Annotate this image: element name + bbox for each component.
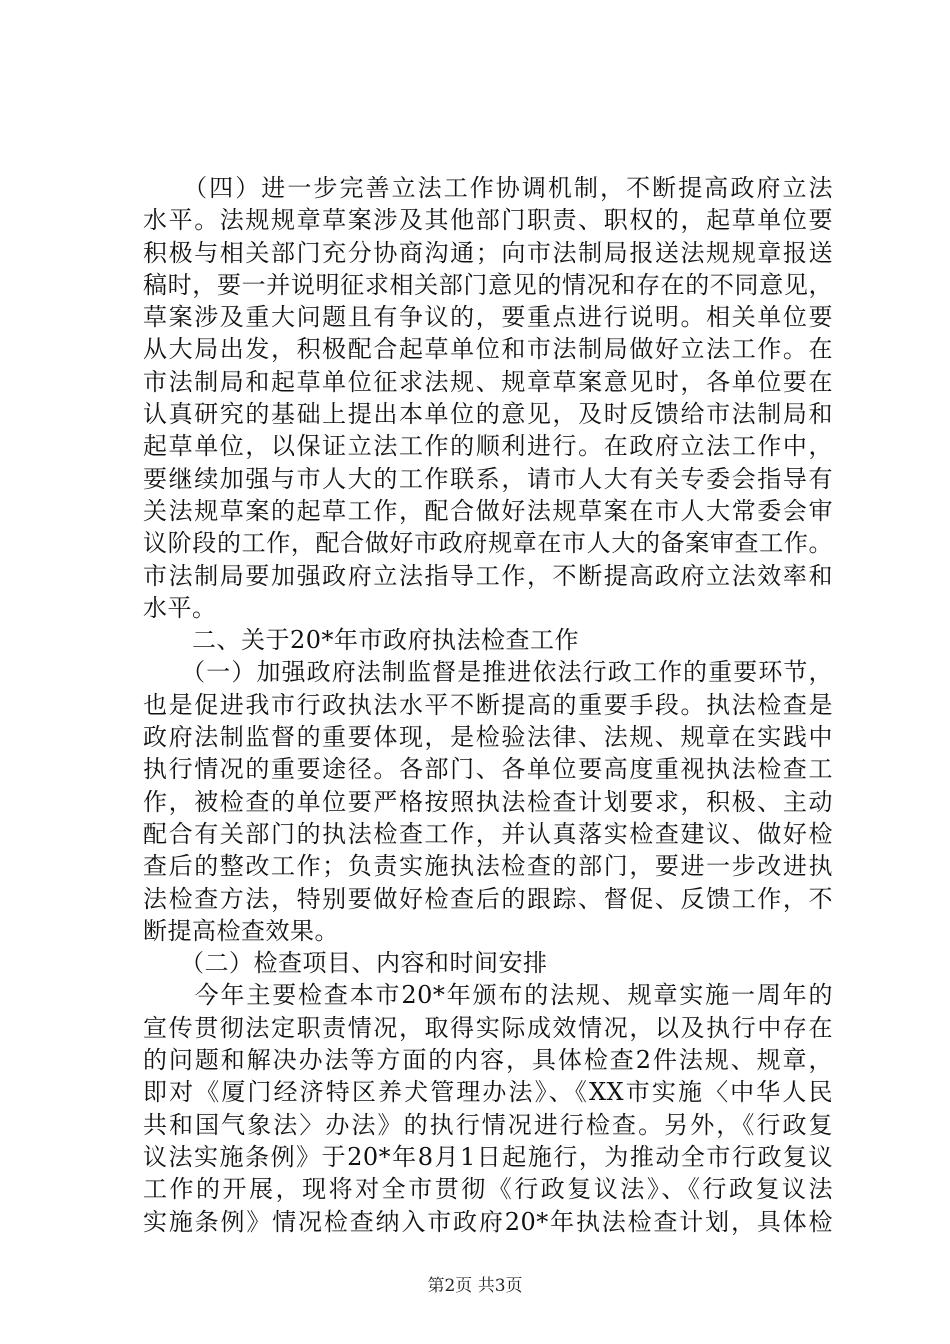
text-line: 认真研究的基础上提出本单位的意见，及时反馈给市法制局和 xyxy=(143,400,833,429)
text-line: （一）加强政府法制监督是推进依法行政工作的重要环节， xyxy=(143,658,833,687)
text-line: 实施条例》情况检查纳入市政府20*年执法检查计划，具体检 xyxy=(143,1207,833,1236)
text-line: 法检查方法，特别要做好检查后的跟踪、督促、反馈工作，不 xyxy=(143,884,833,913)
text-line: 配合有关部门的执法检查工作，并认真落实检查建议、做好检 xyxy=(143,819,833,848)
text-line: 议阶段的工作，配合做好市政府规章在市人大的备案审查工作。 xyxy=(143,529,833,558)
text-line: （四）进一步完善立法工作协调机制，不断提高政府立法 xyxy=(143,174,833,202)
text-line: 断提高检查效果。 xyxy=(143,916,339,945)
text-line: 积极与相关部门充分协商沟通；向市法制局报送法规规章报送 xyxy=(143,238,833,267)
page-footer: 第2页 共3页 xyxy=(427,1276,523,1296)
text-line: 从大局出发，积极配合起草单位和市法制局做好立法工作。在 xyxy=(143,335,833,364)
text-line: 作，被检查的单位要严格按照执法检查计划要求，积极、主动 xyxy=(143,787,833,816)
text-line: 二、关于20*年市政府执法检查工作 xyxy=(143,626,580,655)
text-line: 议法实施条例》于20*年8月1日起施行，为推动全市行政复议 xyxy=(143,1142,833,1171)
text-line: 查后的整改工作；负责实施执法检查的部门，要进一步改进执 xyxy=(143,852,833,881)
text-line: 今年主要检查本市20*年颁布的法规、规章实施一周年的 xyxy=(143,981,833,1010)
text-line: 市法制局要加强政府立法指导工作，不断提高政府立法效率和 xyxy=(143,561,833,590)
document-body xyxy=(143,172,833,1238)
text-line: 起草单位，以保证立法工作的顺利进行。在政府立法工作中， xyxy=(143,432,833,461)
text-line: 关法规草案的起草工作，配合做好法规草案在市人大常委会审 xyxy=(143,496,833,525)
text-line: 也是促进我市行政执法水平不断提高的重要手段。执法检查是 xyxy=(143,690,833,719)
text-line: 共和国气象法〉办法》的执行情况进行检查。另外，《行政复 xyxy=(143,1110,833,1139)
text-line: 执行情况的重要途径。各部门、各单位要高度重视执法检查工 xyxy=(143,755,833,784)
text-line: 水平。法规规章草案涉及其他部门职责、职权的，起草单位要 xyxy=(143,206,833,235)
text-line: 草案涉及重大问题且有争议的，要重点进行说明。相关单位要 xyxy=(143,303,833,332)
text-line: 的问题和解决办法等方面的内容，具体检查2件法规、规章， xyxy=(143,1046,833,1075)
text-line: 即对《厦门经济特区养犬管理办法》、《XX市实施〈中华人民 xyxy=(143,1078,833,1107)
text-line: 市法制局和起草单位征求法规、规章草案意见时，各单位要在 xyxy=(143,367,833,396)
text-line: 工作的开展，现将对全市贯彻《行政复议法》、《行政复议法 xyxy=(143,1175,833,1204)
text-line: 政府法制监督的重要体现，是检验法律、法规、规章在实践中 xyxy=(143,723,833,752)
text-line: 水平。 xyxy=(143,593,217,622)
text-line: 宣传贯彻法定职责情况，取得实际成效情况，以及执行中存在 xyxy=(143,1013,833,1042)
text-line: 要继续加强与市人大的工作联系，请市人大有关专委会指导有 xyxy=(143,464,833,493)
text-line: 稿时，要一并说明征求相关部门意见的情况和存在的不同意见， xyxy=(143,270,833,299)
text-line: （二）检查项目、内容和时间安排 xyxy=(143,949,548,978)
